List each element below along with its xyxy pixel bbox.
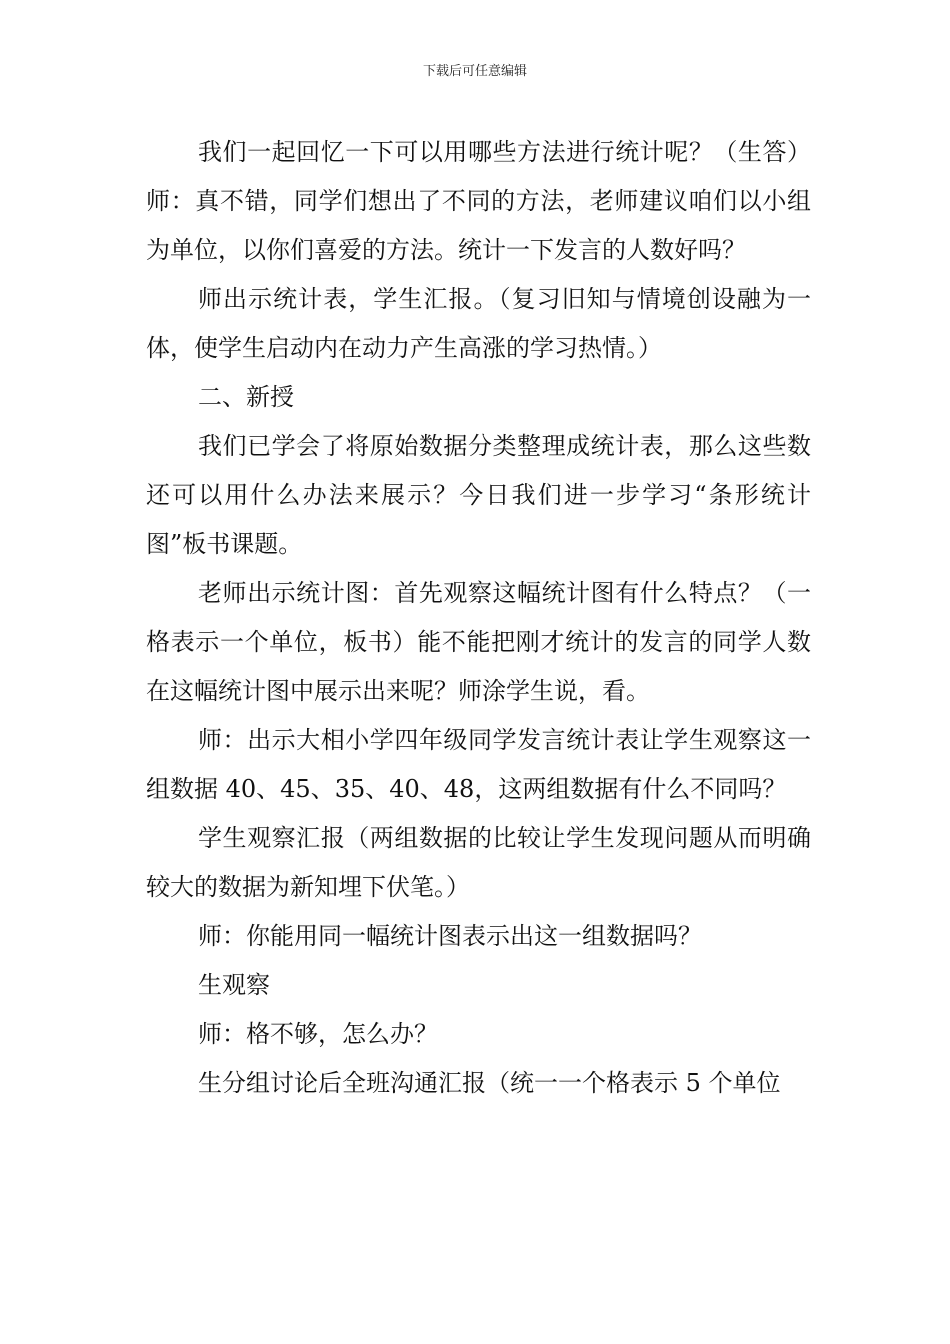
section-heading: 二、新授 <box>198 383 294 411</box>
paragraph: 我们已学会了将原始数据分类整理成统计表，那么这些数还可以用什么办法来展示？今日我们进一步学习“条形统计图”板书课题。 <box>146 432 811 558</box>
paragraph: 生分组讨论后全班沟通汇报（统一一个格表示 5 个单位 <box>198 1069 781 1097</box>
paragraph: 学生观察汇报（两组数据的比较让学生发现问题从而明确较大的数据为新知埋下伏笔。） <box>146 824 811 901</box>
paragraph: 师：格不够，怎么办？ <box>198 1020 438 1048</box>
paragraph: 师：你能用同一幅统计图表示出这一组数据吗？ <box>198 922 702 950</box>
paragraph: 生观察 <box>198 971 270 999</box>
page-header: 下载后可任意编辑 <box>422 64 527 79</box>
paragraph: 师：出示大相小学四年级同学发言统计表让学生观察这一组数据 40、45、35、40、48，这两组数据有什么不同吗？ <box>146 726 811 803</box>
document-body <box>146 128 811 1108</box>
paragraph: 老师出示统计图：首先观察这幅统计图有什么特点？（一格表示一个单位，板书）能不能把刚才统计的发言的同学人数在这幅统计图中展示出来呢？师涂学生说，看。 <box>146 579 811 705</box>
paragraph: 师出示统计表，学生汇报。（复习旧知与情境创设融为一体，使学生启动内在动力产生高涨的学习热情。） <box>146 285 811 362</box>
paragraph: 我们一起回忆一下可以用哪些方法进行统计呢？（生答）师：真不错，同学们想出了不同的方法，老师建议咱们以小组为单位，以你们喜爱的方法。统计一下发言的人数好吗？ <box>146 138 811 264</box>
